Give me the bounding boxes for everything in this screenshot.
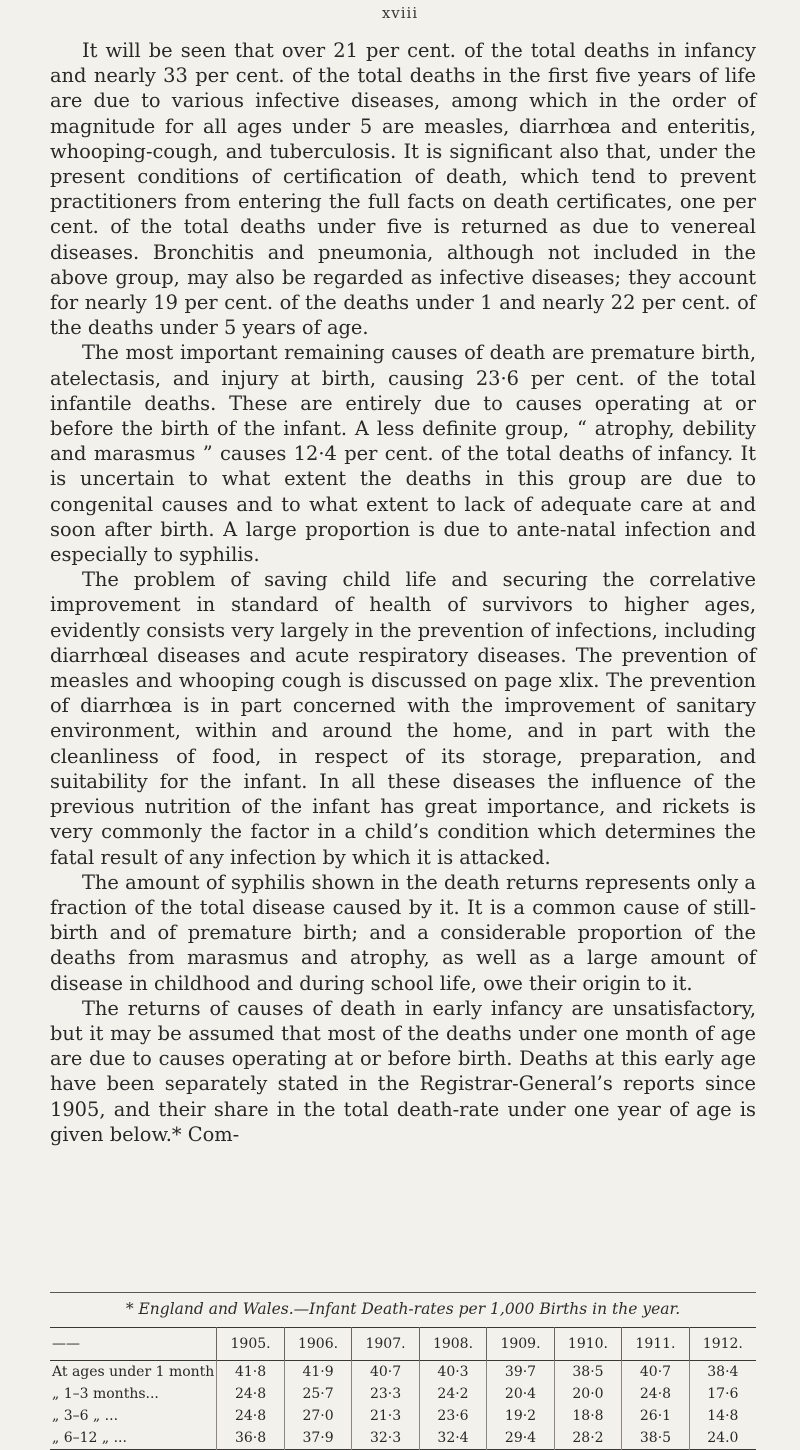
table-cell: 19·2 [487,1405,554,1427]
table-cell: 32·4 [419,1427,486,1450]
table-cell: 14·8 [689,1405,756,1427]
table-cell: 20·4 [487,1383,554,1405]
table-cell: 39·7 [487,1361,554,1384]
row-label: „ 3–6 „ ... [52,1408,119,1424]
table-header-year: 1907. [352,1328,419,1361]
table-cell: 18·8 [554,1405,621,1427]
table-header-year: 1911. [622,1328,689,1361]
table-cell: 24.0 [689,1427,756,1450]
table-cell: 40·3 [419,1361,486,1384]
table-cell: 41·9 [284,1361,351,1384]
table-cell: 26·1 [622,1405,689,1427]
table-header-year: 1912. [689,1328,756,1361]
table-cell: 20·0 [554,1383,621,1405]
paragraph-3: The problem of saving child life and securing the correlative improvement in standard of health of survivors to higher ages, evidently consists very largely in the prevention of infections, including diarrhœal diseases and acute respiratory diseases. The prevention of measles and whooping cough is discussed on page xlix. The prevention of diarrhœa is in part concerned with the improvement of sanitary environment, within and around the home, and in part with the cleanliness of food, in respect of its storage, preparation, and suitability for the infant. In all these diseases the influence of the previous nutrition of the infant has great importance, and rickets is very commonly the factor in a child’s condition which determines the fatal result of any infection by which it is attacked. [50,568,756,869]
infant-death-rate-table [50,1327,756,1450]
table-cell: 24·2 [419,1383,486,1405]
body-text [50,38,756,1147]
row-label: „ 6–12 „ ... [52,1430,127,1446]
row-label: „ 1–3 months... [52,1386,159,1402]
table-row [50,1405,756,1427]
table-cell: 21·3 [352,1405,419,1427]
table-cell: 37·9 [284,1427,351,1450]
page-number: xviii [381,4,419,22]
table-header-year: 1909. [487,1328,554,1361]
table-row [50,1383,756,1405]
table-cell: 24·8 [217,1405,284,1427]
table-header-year: 1906. [284,1328,351,1361]
table-cell: 41·8 [217,1361,284,1384]
table-cell: 38·5 [554,1361,621,1384]
table-cell: 27·0 [284,1405,351,1427]
row-label: At ages under 1 month [52,1364,215,1380]
table-cell: 36·8 [217,1427,284,1450]
table-cell: 28·2 [554,1427,621,1450]
paragraph-2: The most important remaining causes of death are premature birth, atelectasis, and injury at birth, causing 23·6 per cent. of the total infantile deaths. These are entirely due to causes operating at or before the birth of the infant. A less definite group, “ atrophy, debility and marasmus ” causes 12·4 per cent. of the total deaths of infancy. It is uncertain to what extent the deaths in this group are due to congenital causes and to what extent to lack of adequate care at and soon after birth. A large proportion is due to ante-natal infection and especially to syphilis. [50,341,756,567]
table-header-blank: —— [52,1336,80,1352]
table-row [50,1427,756,1450]
table-cell: 40·7 [622,1361,689,1384]
table-cell: 29·4 [487,1427,554,1450]
table-cell: 17·6 [689,1383,756,1405]
table-header-year: 1905. [217,1328,284,1361]
paragraph-5: The returns of causes of death in early infancy are unsatisfactory, but it may be assumed that most of the deaths under one month of age are due to causes operating at or before birth. Deaths at this early age have been separately stated in the Registrar-General’s reports since 1905, and their share in the total death-rate under one year of age is given below.* Com- [50,996,756,1146]
table-header-year: 1910. [554,1328,621,1361]
table-cell: 32·3 [352,1427,419,1450]
table-cell: 24·8 [622,1383,689,1405]
table-header-row [50,1328,756,1361]
table-cell: 24·8 [217,1383,284,1405]
table-row [50,1361,756,1384]
table-cell: 23·3 [352,1383,419,1405]
paragraph-4: The amount of syphilis shown in the death returns represents only a fraction of the total disease caused by it. It is a common cause of still-birth and of premature birth; and a considerable proportion of the deaths from marasmus and atrophy, as well as a large amount of disease in childhood and during school life, owe their origin to it. [50,870,756,995]
table-cell: 40·7 [352,1361,419,1384]
footnote-rule [50,1292,756,1293]
table-cell: 38·5 [622,1427,689,1450]
table-cell: 38·4 [689,1361,756,1384]
table-header-year: 1908. [419,1328,486,1361]
table-cell: 23·6 [419,1405,486,1427]
table-cell: 25·7 [284,1383,351,1405]
paragraph-1: It will be seen that over 21 per cent. of the total deaths in infancy and nearly 33 per cent. of the total deaths in the first five years of life are due to various infective diseases, among which in the order of magnitude for all ages under 5 are measles, diarrhœa and enteritis, whooping-cough, and tuberculosis. It is significant also that, under the present conditions of certification of death, which tend to prevent practitioners from entering the full facts on death certificates, one per cent. of the total deaths under five is returned as due to venereal diseases. Bronchitis and pneumonia, although not included in the above group, may also be regarded as infective diseases; they account for nearly 19 per cent. of the deaths under 1 and nearly 22 per cent. of the deaths under 5 years of age. [50,39,756,340]
footnote [50,1292,756,1450]
footnote-title: * England and Wales.—Infant Death-rates per 1,000 Births in the year. [125,1300,681,1318]
